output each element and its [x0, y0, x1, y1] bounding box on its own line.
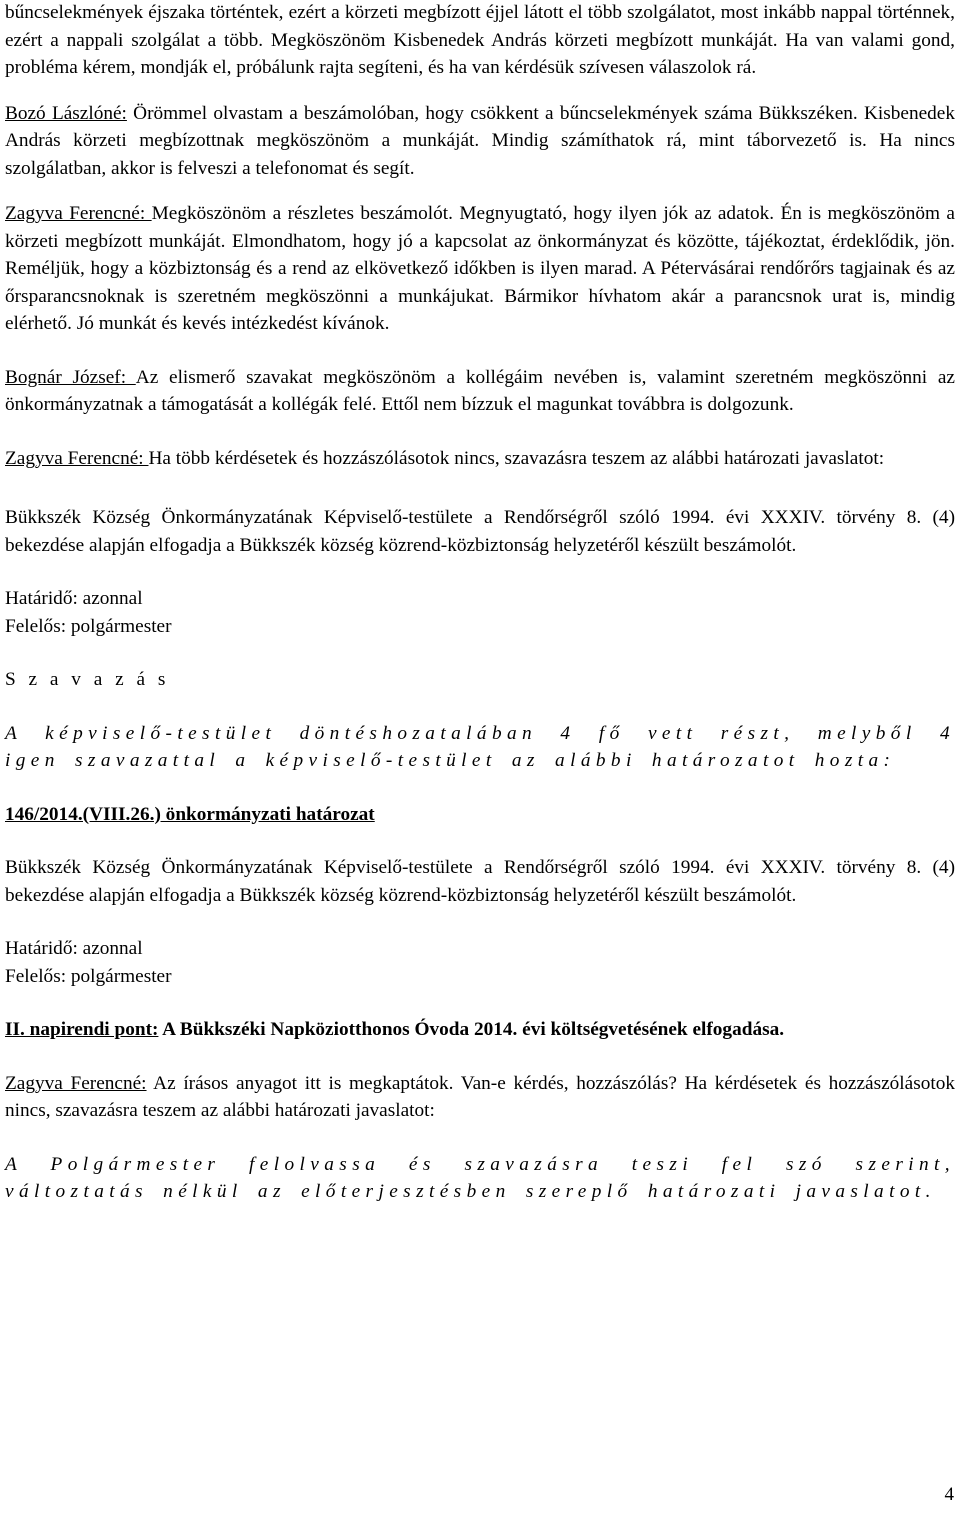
speech-text: Megköszönöm a részletes beszámolót. Megnyugtató, hogy ilyen jók az adatok. Én is megköszönöm a körzeti megbízott munkáját. Elmondhatom, hogy jó a kapcsolat az önkormányzat és közötte, tájékoztat, érdeklődik, jön. Reméljük, hogy a közbiztonság és a rend az elkövetkező időkben is ilyen marad. A Pétervásárai rendőrőrs tagjainak és az őrsparancsnoknak is szeretném megköszönni a munkájukat. Bármikor hívhatom akár a parancsnok urat is, mindig elérhető. Jó munkát és kevés intézkedést kívánok. [5, 203, 955, 334]
speaker-name: Bognár József: [5, 366, 136, 388]
speaker-name: Zagyva Ferencné: [5, 203, 152, 224]
resolution-text: Bükkszék Község Önkormányzatának Képviselő-testülete a Rendőrségről szóló 1994. évi XXXIV. törvény 8. (4) bekezdése alapján elfogadja a Bükkszék község közrend-közbiztonság helyzetéről készült beszámolót. [5, 857, 955, 906]
agenda-item [5, 1016, 955, 1044]
page-number: 4 [944, 1484, 954, 1505]
speech-text: Örömmel olvastam a beszámolóban, hogy csökkent a bűncselekmények száma Bükkszéken. Kisbenedek András körzeti megbízottnak megköszönöm a munkáját. Mindig számíthatok rá, mint táborvezető is. Ha nincs szolgálatban, akkor is felveszi a telefonomat és segít. [5, 102, 955, 179]
deadline: Határidő: azonnal [5, 588, 143, 609]
speech-text: Ha több kérdésetek és hozzászólásotok nincs, szavazásra teszem az alábbi határozati javaslatot: [148, 447, 885, 469]
paragraph-zagyva-ferencne-1 [5, 200, 955, 338]
deadline: Határidő: azonnal [5, 938, 143, 959]
paragraph-police-report-end: bűncselekmények éjszaka történtek, ezért a körzeti megbízott éjjel látott el több szolgálatot, most inkább nappal történnek, ezért a nappali szolgálat a több. Megköszönöm Kisbenedek András körzeti megbízott munkáját. Ha van valami gond, probléma kérem, mondják el, próbálunk rajta segíteni, és ha van kérdésük szívesen válaszolok rá. [5, 2, 955, 78]
speaker-name: Zagyva Ferencné: [5, 447, 149, 469]
resolution-title [5, 801, 955, 829]
vote-result: A képviselő-testület döntéshozatalában 4 fő vett részt, melyből 4 igen szavazattal a képviselő-testület az alábbi határozatot hozta: [5, 722, 955, 771]
resolution-number: 146/2014.(VIII.26.) önkormányzati határozat [5, 803, 375, 825]
document-page [5, 0, 955, 1206]
speech-text: Az elismerő szavakat megköszönöm a kollégáim nevében is, valamint szeretném megköszönni az önkormányzatnak a támogatását a kollégák felé. Ettől nem bízzuk el magunkat továbbra is dolgozunk. [5, 366, 955, 415]
speech-text: Az írásos anyagot itt is megkaptátok. Van-e kérdés, hozzászólás? Ha kérdésetek és hozzászólásotok nincs, szavazásra teszem az alábbi határozati javaslatot: [5, 1072, 955, 1121]
paragraph-zagyva-ferencne-2 [5, 445, 955, 473]
vote-heading: S z a v a z á s [5, 669, 167, 690]
responsible: Felelős: polgármester [5, 965, 172, 987]
speaker-name: Zagyva Ferencné: [5, 1072, 147, 1094]
mayor-reads-proposal: A Polgármester felolvassa és szavazásra teszi fel szó szerint, változtatás nélkül az előterjesztésben szereplő határozati javaslatot. [5, 1153, 955, 1202]
paragraph-zagyva-ferencne-3 [5, 1070, 955, 1125]
agenda-label: II. napirendi pont: [5, 1019, 159, 1040]
speaker-name: Bozó Lászlóné: [5, 102, 127, 124]
paragraph-bognar-jozsef [5, 364, 955, 419]
responsible: Felelős: polgármester [5, 615, 172, 637]
agenda-title: A Bükkszéki Napköziotthonos Óvoda 2014. évi költségvetésének elfogadása. [158, 1019, 785, 1040]
paragraph-bozo-laszlone [5, 100, 955, 183]
resolution-proposal: Bükkszék Község Önkormányzatának Képviselő-testülete a Rendőrségről szóló 1994. évi XXXIV. törvény 8. (4) bekezdése alapján elfogadja a Bükkszék község közrend-közbiztonság helyzetéről készült beszámolót. [5, 507, 955, 556]
